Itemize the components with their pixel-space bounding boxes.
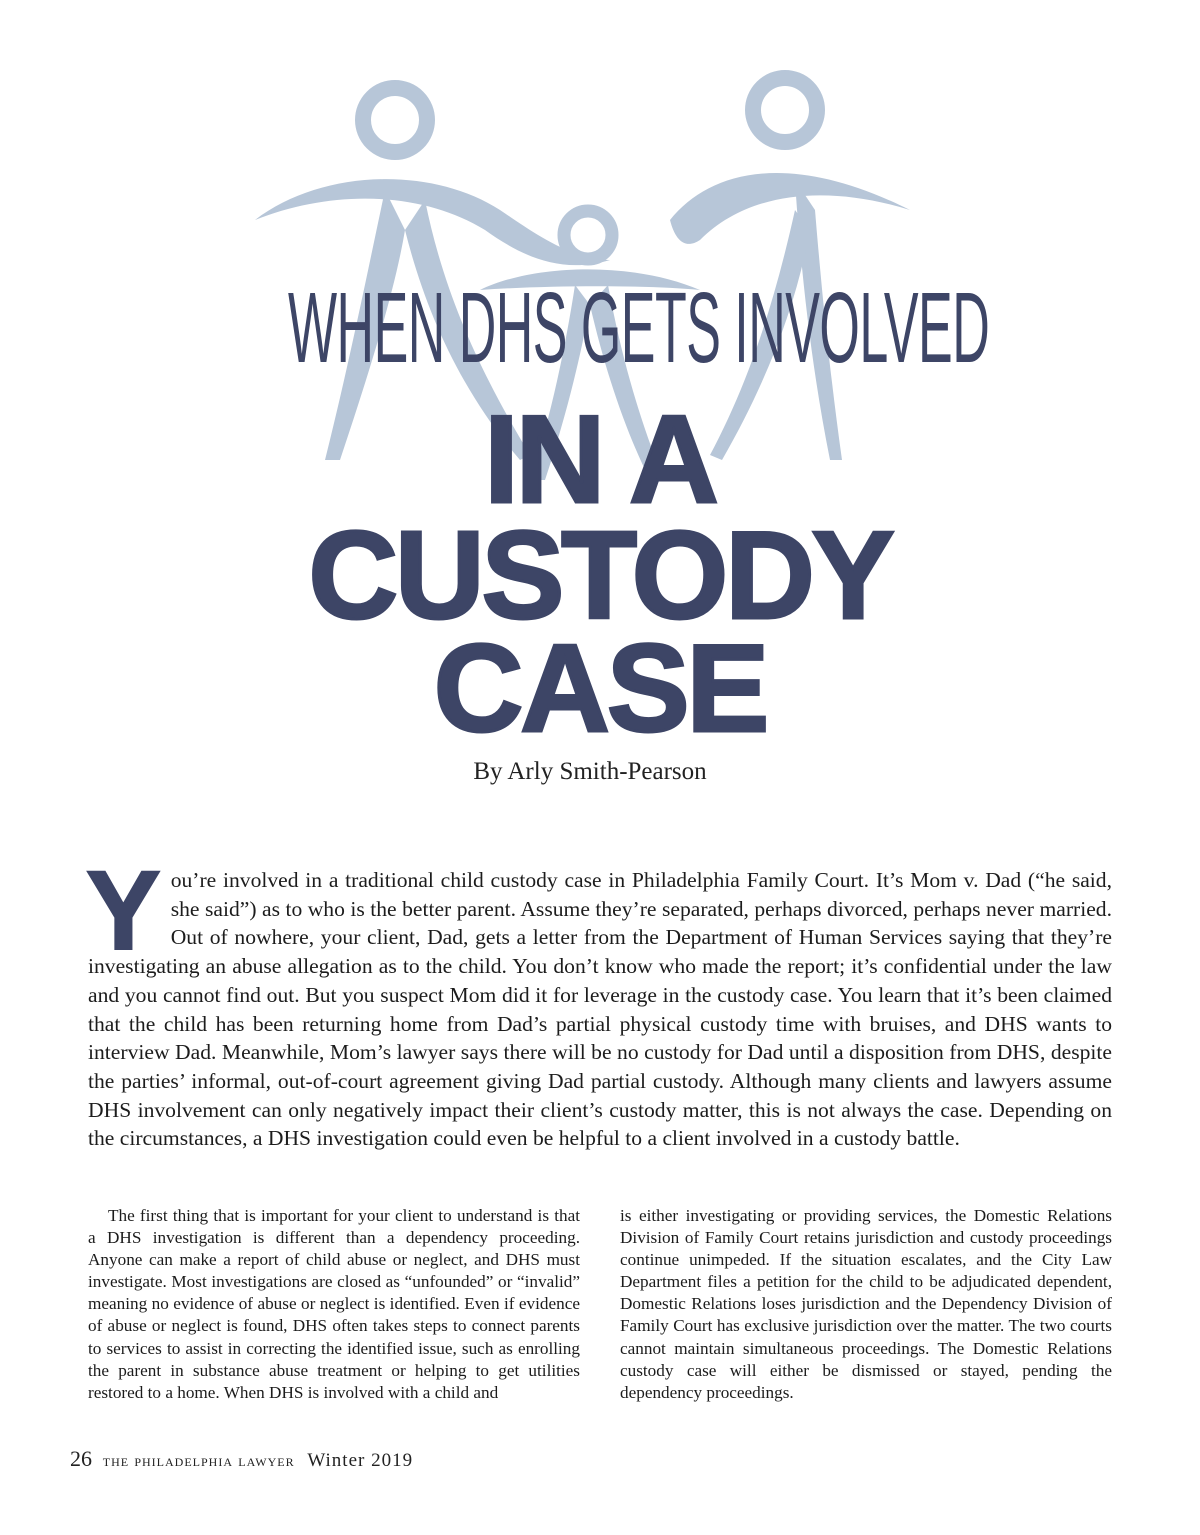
page-footer bbox=[70, 1446, 413, 1472]
magazine-name: the philadelphia lawyer bbox=[102, 1451, 295, 1470]
issue-date: Winter 2019 bbox=[307, 1450, 414, 1471]
body-column-right bbox=[620, 1205, 1112, 1404]
lead-paragraph bbox=[86, 848, 1112, 1153]
page-number: 26 bbox=[70, 1446, 92, 1471]
byline: By Arly Smith-Pearson bbox=[473, 758, 707, 785]
headline-line-2: IN A bbox=[484, 391, 716, 529]
lead-text: ou’re involved in a traditional child custody case in Philadelphia Family Court. It’s Mom v. Dad (“he said, she said”) as to who is the better parent. Assume they’re separated, perhaps divorced, perhaps never married. Out of nowhere, your client, Dad, gets a letter from the Department of Human Services saying that they’re investigating an abuse allegation as to the child. You don’t know who made the report; it’s confidential under the law and you cannot find out. But you suspect Mom did it for leverage in the custody case. You learn that it’s been claimed that the child has been returning home from Dad’s partial physical custody time with bruises, and DHS wants to interview Dad. Meanwhile, Mom’s lawyer says there will be no custody for Dad until a disposition from DHS, despite the parties’ informal, out-of-court agreement giving Dad partial custody. Although many clients and lawyers assume DHS involvement can only negatively impact their client’s custody matter, this is not always the case. Depending on the circumstances, a DHS investigation could even be helpful to a client involved in a custody battle. bbox=[88, 868, 1112, 1151]
body-column-left bbox=[88, 1205, 580, 1404]
headline-line-1: WHEN DHS GETS INVOLVED bbox=[288, 272, 990, 384]
column-right-text: is either investigating or providing services, the Domestic Relations Division of Family Court retains jurisdiction and custody proceedings continue unimpeded. If the situation escalates, and the City Law Department files a petition for the child to be adjudicated dependent, Domestic Relations loses jurisdiction and the Dependency Division of Family Court has exclusive jurisdiction over the matter. The two courts cannot maintain simultaneous proceedings. The Domestic Relations custody case will either be dismissed or stayed, pending the dependency proceedings. bbox=[620, 1206, 1112, 1402]
headline-line-3: CUSTODY bbox=[308, 507, 892, 645]
column-left-text: The first thing that is important for your client to understand is that a DHS investigation is different than a dependency proceeding. Anyone can make a report of child abuse or neglect, and DHS must investigate. Most investigations are closed as “unfounded” or “invalid” meaning no evidence of abuse or neglect is identified. Even if evidence of abuse or neglect is found, DHS often takes steps to connect parents to services to assist in correcting the identified issue, such as enrolling the parent in substance abuse treatment or helping to get utilities restored to a home. When DHS is involved with a child and bbox=[88, 1206, 580, 1402]
drop-cap: Y bbox=[86, 848, 161, 973]
headline-line-4: CASE bbox=[433, 620, 767, 758]
